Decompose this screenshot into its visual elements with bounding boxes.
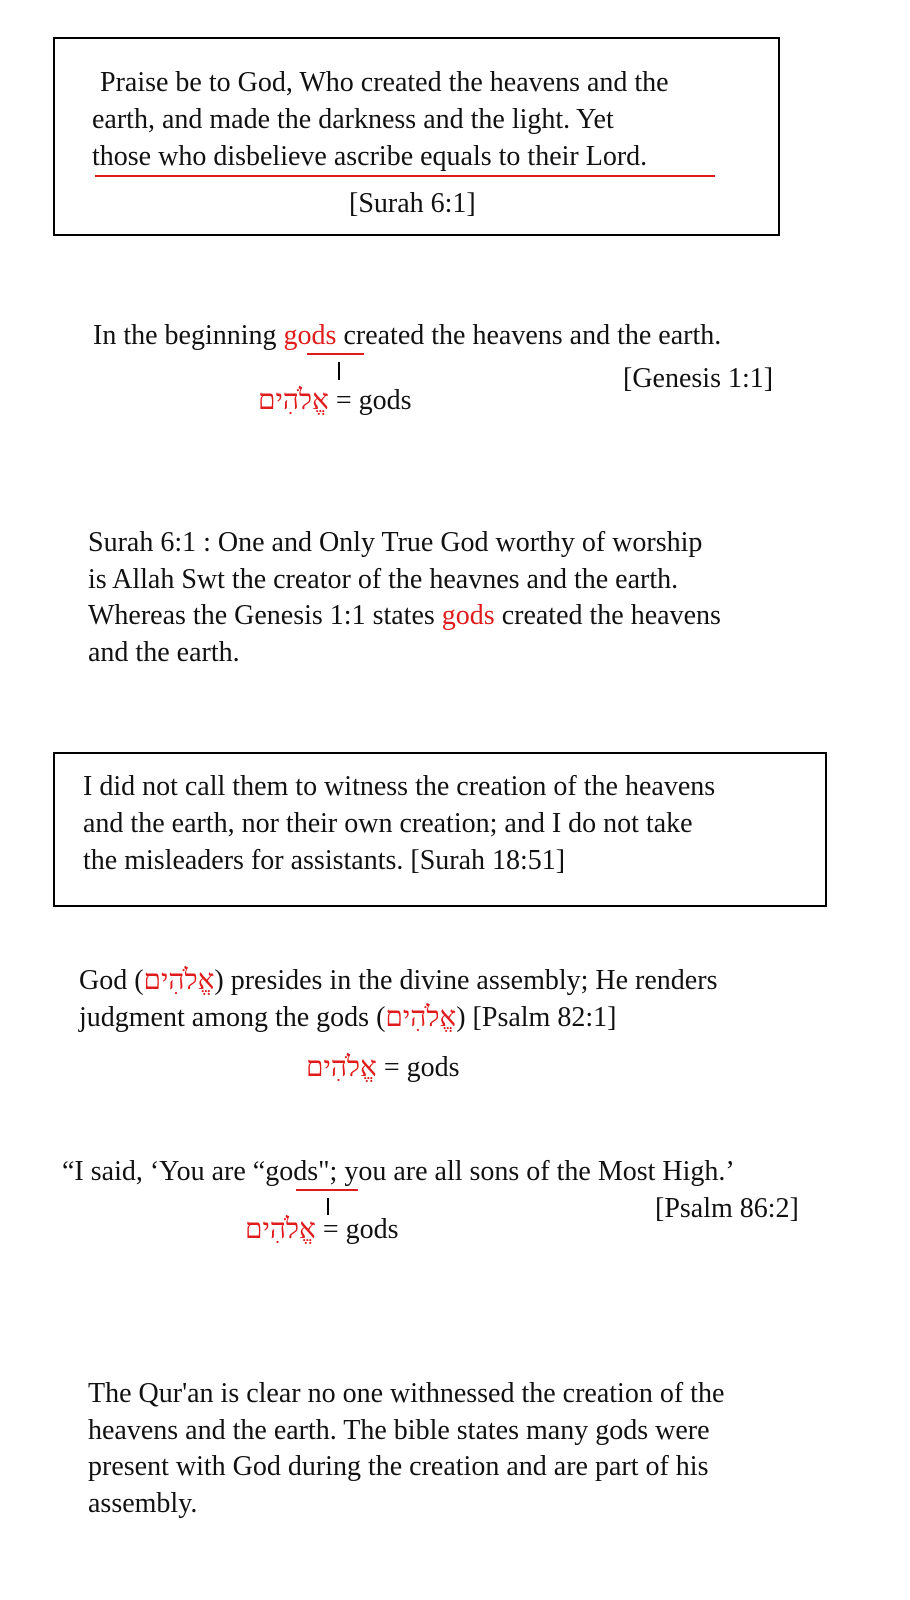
psalm-82-1-hebrew-1: אֱלֹהִים [143, 965, 215, 996]
psalm-86-2-gods: gods [265, 1156, 319, 1187]
genesis-hebrew-elohim: אֱלֹהִים [258, 385, 329, 416]
surah-18-51-line-2: and the earth, nor their own creation; and I do not take [83, 808, 693, 839]
commentary-line-2: is Allah Swt the creator of the heavnes and the earth. [88, 564, 679, 595]
conclusion-line-3: present with God during the creation and are part of his [88, 1451, 709, 1482]
surah-6-1-line-1: Praise be to God, Who created the heavens and the [100, 67, 669, 98]
psalm-82-1-hebrew-2: אֱלֹהִים [385, 1002, 457, 1033]
psalm-82-1-line-2-post: ) [Psalm 82:1] [456, 1002, 617, 1033]
psalm-86-2-hebrew-elohim: אֱלֹהִים [245, 1214, 316, 1245]
psalm-82-1-line-2 [79, 999, 616, 1036]
commentary-line-3-pre: Whereas the Genesis 1:1 states [88, 600, 442, 631]
commentary-line-1: Surah 6:1 : One and Only True God worthy of worship [88, 527, 703, 558]
psalm-82-1-line-1-pre: God ( [79, 965, 144, 996]
psalm-86-2-equals-gods: = gods [315, 1214, 399, 1245]
surah-6-1-reference: [Surah 6:1] [349, 188, 476, 219]
genesis-1-1-line [93, 317, 721, 354]
genesis-pointer-tick [338, 362, 340, 380]
conclusion-line-4: assembly. [88, 1488, 198, 1519]
psalm-86-2-line [62, 1153, 735, 1190]
commentary-gods-highlight: gods [441, 600, 495, 631]
genesis-pre-text: In the beginning [93, 320, 284, 351]
surah-18-51-line-1: I did not call them to witness the creation of the heavens [83, 771, 716, 802]
genesis-gods-highlight: gods [283, 320, 337, 351]
surah-6-1-line-3: those who disbelieve ascribe equals to their Lord. [92, 141, 648, 172]
surah-6-1-line-2: earth, and made the darkness and the light. Yet [92, 104, 614, 135]
psalm-82-1-hebrew-equation [306, 1049, 460, 1086]
genesis-reference: [Genesis 1:1] [623, 363, 774, 394]
genesis-post-text: created the heavens and the earth. [336, 320, 722, 351]
psalm-86-2-gods-underline [296, 1189, 358, 1191]
psalm-86-2-pre: “I said, ‘You are “ [62, 1156, 266, 1187]
genesis-equals-gods: = gods [328, 385, 412, 416]
psalm-82-1-hebrew-elohim: אֱלֹהִים [306, 1052, 377, 1083]
genesis-hebrew-equation [258, 382, 412, 419]
psalm-82-1-line-2-pre: judgment among the gods ( [79, 1002, 386, 1033]
surah-18-51-line-3: the misleaders for assistants. [Surah 18:51] [83, 845, 566, 876]
genesis-gods-underline [307, 353, 364, 355]
conclusion-line-1: The Qur'an is clear no one withnessed the creation of the [88, 1378, 725, 1409]
psalm-86-2-hebrew-equation [245, 1211, 399, 1248]
psalm-82-1-line-1-post: ) presides in the divine assembly; He renders [214, 965, 718, 996]
psalm-82-1-line-1 [79, 962, 717, 999]
surah-6-1-red-underline [95, 175, 715, 177]
psalm-86-2-reference: [Psalm 86:2] [655, 1193, 799, 1224]
commentary-line-4: and the earth. [88, 637, 240, 668]
conclusion-line-2: heavens and the earth. The bible states many gods were [88, 1415, 710, 1446]
commentary-line-3 [88, 597, 721, 634]
psalm-86-2-post: "; you are all sons of the Most High.’ [318, 1156, 735, 1187]
commentary-line-3-post: created the heavens [494, 600, 721, 631]
psalm-82-1-equals-gods: = gods [376, 1052, 460, 1083]
